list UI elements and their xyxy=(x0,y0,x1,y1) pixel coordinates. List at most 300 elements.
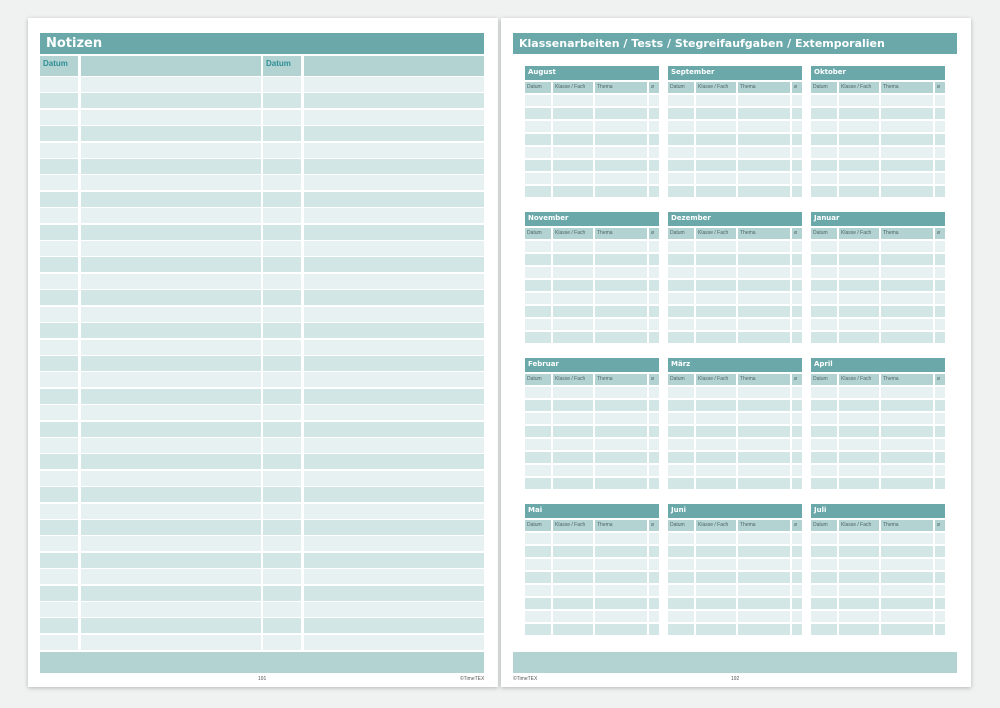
entry-cell[interactable] xyxy=(553,147,593,158)
entry-cell[interactable] xyxy=(738,319,790,330)
entry-cell[interactable] xyxy=(881,426,933,437)
entry-cell[interactable] xyxy=(839,400,879,411)
entry-cell[interactable] xyxy=(738,598,790,609)
note-row[interactable] xyxy=(40,504,261,519)
entry-cell[interactable] xyxy=(649,186,659,197)
note-cell[interactable] xyxy=(304,618,484,633)
entry-cell[interactable] xyxy=(595,611,647,622)
entry-row[interactable] xyxy=(525,332,659,343)
entry-cell[interactable] xyxy=(696,546,736,557)
entry-row[interactable] xyxy=(811,280,945,291)
entry-cell[interactable] xyxy=(525,95,551,106)
entry-cell[interactable] xyxy=(792,108,802,119)
note-cell[interactable] xyxy=(304,635,484,650)
note-row[interactable] xyxy=(263,93,484,108)
entry-row[interactable] xyxy=(668,478,802,489)
entry-cell[interactable] xyxy=(668,546,694,557)
entry-cell[interactable] xyxy=(839,160,879,171)
entry-cell[interactable] xyxy=(553,387,593,398)
entry-cell[interactable] xyxy=(553,186,593,197)
date-cell[interactable] xyxy=(40,159,78,174)
entry-row[interactable] xyxy=(811,400,945,411)
note-cell[interactable] xyxy=(81,241,261,256)
entry-cell[interactable] xyxy=(696,306,736,317)
note-cell[interactable] xyxy=(304,471,484,486)
entry-cell[interactable] xyxy=(696,452,736,463)
entry-cell[interactable] xyxy=(668,624,694,635)
entry-row[interactable] xyxy=(811,241,945,252)
note-row[interactable] xyxy=(40,536,261,551)
entry-cell[interactable] xyxy=(935,306,945,317)
entry-cell[interactable] xyxy=(839,319,879,330)
entry-cell[interactable] xyxy=(525,267,551,278)
entry-row[interactable] xyxy=(811,267,945,278)
entry-cell[interactable] xyxy=(839,121,879,132)
entry-row[interactable] xyxy=(668,280,802,291)
entry-cell[interactable] xyxy=(738,559,790,570)
note-row[interactable] xyxy=(263,422,484,437)
entry-cell[interactable] xyxy=(881,319,933,330)
entry-cell[interactable] xyxy=(668,439,694,450)
entry-cell[interactable] xyxy=(738,400,790,411)
entry-cell[interactable] xyxy=(649,572,659,583)
entry-cell[interactable] xyxy=(935,319,945,330)
entry-cell[interactable] xyxy=(595,465,647,476)
entry-row[interactable] xyxy=(668,121,802,132)
date-cell[interactable] xyxy=(263,77,301,92)
entry-cell[interactable] xyxy=(839,611,879,622)
entry-cell[interactable] xyxy=(935,267,945,278)
note-cell[interactable] xyxy=(304,192,484,207)
entry-cell[interactable] xyxy=(649,400,659,411)
note-cell[interactable] xyxy=(81,389,261,404)
entry-row[interactable] xyxy=(668,598,802,609)
entry-cell[interactable] xyxy=(696,533,736,544)
entry-cell[interactable] xyxy=(553,546,593,557)
note-cell[interactable] xyxy=(304,274,484,289)
entry-cell[interactable] xyxy=(696,439,736,450)
entry-row[interactable] xyxy=(525,439,659,450)
note-row[interactable] xyxy=(40,93,261,108)
entry-cell[interactable] xyxy=(935,465,945,476)
entry-cell[interactable] xyxy=(881,439,933,450)
note-row[interactable] xyxy=(263,77,484,92)
entry-cell[interactable] xyxy=(668,400,694,411)
entry-cell[interactable] xyxy=(792,624,802,635)
note-cell[interactable] xyxy=(81,143,261,158)
entry-cell[interactable] xyxy=(839,147,879,158)
entry-cell[interactable] xyxy=(668,134,694,145)
entry-cell[interactable] xyxy=(811,598,837,609)
entry-cell[interactable] xyxy=(668,108,694,119)
entry-cell[interactable] xyxy=(525,478,551,489)
entry-cell[interactable] xyxy=(553,611,593,622)
entry-cell[interactable] xyxy=(811,186,837,197)
date-cell[interactable] xyxy=(40,569,78,584)
date-cell[interactable] xyxy=(263,586,301,601)
entry-cell[interactable] xyxy=(668,186,694,197)
entry-cell[interactable] xyxy=(792,121,802,132)
date-cell[interactable] xyxy=(40,471,78,486)
entry-cell[interactable] xyxy=(738,533,790,544)
entry-row[interactable] xyxy=(668,439,802,450)
entry-cell[interactable] xyxy=(553,108,593,119)
entry-cell[interactable] xyxy=(525,387,551,398)
date-cell[interactable] xyxy=(263,618,301,633)
entry-cell[interactable] xyxy=(935,585,945,596)
entry-cell[interactable] xyxy=(792,241,802,252)
entry-cell[interactable] xyxy=(881,241,933,252)
note-row[interactable] xyxy=(263,274,484,289)
entry-cell[interactable] xyxy=(811,280,837,291)
entry-cell[interactable] xyxy=(935,572,945,583)
entry-row[interactable] xyxy=(668,254,802,265)
entry-cell[interactable] xyxy=(881,611,933,622)
entry-row[interactable] xyxy=(811,439,945,450)
entry-cell[interactable] xyxy=(935,452,945,463)
entry-cell[interactable] xyxy=(839,585,879,596)
entry-cell[interactable] xyxy=(553,426,593,437)
entry-row[interactable] xyxy=(525,241,659,252)
date-cell[interactable] xyxy=(263,635,301,650)
entry-cell[interactable] xyxy=(738,465,790,476)
note-cell[interactable] xyxy=(81,110,261,125)
note-cell[interactable] xyxy=(304,487,484,502)
entry-cell[interactable] xyxy=(525,186,551,197)
entry-row[interactable] xyxy=(811,465,945,476)
entry-cell[interactable] xyxy=(595,254,647,265)
entry-cell[interactable] xyxy=(668,387,694,398)
entry-cell[interactable] xyxy=(935,546,945,557)
entry-cell[interactable] xyxy=(595,624,647,635)
entry-cell[interactable] xyxy=(595,293,647,304)
note-row[interactable] xyxy=(263,438,484,453)
entry-cell[interactable] xyxy=(839,546,879,557)
date-cell[interactable] xyxy=(40,307,78,322)
entry-row[interactable] xyxy=(525,95,659,106)
entry-cell[interactable] xyxy=(595,598,647,609)
entry-cell[interactable] xyxy=(811,439,837,450)
entry-row[interactable] xyxy=(525,108,659,119)
note-row[interactable] xyxy=(263,487,484,502)
date-cell[interactable] xyxy=(40,340,78,355)
note-cell[interactable] xyxy=(81,257,261,272)
entry-row[interactable] xyxy=(525,546,659,557)
date-cell[interactable] xyxy=(40,290,78,305)
entry-cell[interactable] xyxy=(649,559,659,570)
entry-cell[interactable] xyxy=(668,559,694,570)
entry-row[interactable] xyxy=(668,400,802,411)
entry-cell[interactable] xyxy=(696,585,736,596)
entry-cell[interactable] xyxy=(881,293,933,304)
entry-cell[interactable] xyxy=(935,108,945,119)
entry-cell[interactable] xyxy=(595,332,647,343)
entry-cell[interactable] xyxy=(649,134,659,145)
date-cell[interactable] xyxy=(263,241,301,256)
entry-cell[interactable] xyxy=(525,306,551,317)
date-cell[interactable] xyxy=(40,389,78,404)
entry-cell[interactable] xyxy=(881,572,933,583)
note-row[interactable] xyxy=(263,454,484,469)
note-row[interactable] xyxy=(263,208,484,223)
entry-cell[interactable] xyxy=(649,598,659,609)
entry-cell[interactable] xyxy=(696,95,736,106)
entry-cell[interactable] xyxy=(935,147,945,158)
note-cell[interactable] xyxy=(304,143,484,158)
entry-cell[interactable] xyxy=(811,319,837,330)
entry-row[interactable] xyxy=(525,254,659,265)
entry-cell[interactable] xyxy=(839,241,879,252)
entry-cell[interactable] xyxy=(839,267,879,278)
entry-cell[interactable] xyxy=(649,332,659,343)
entry-cell[interactable] xyxy=(839,478,879,489)
entry-cell[interactable] xyxy=(668,319,694,330)
entry-cell[interactable] xyxy=(839,254,879,265)
entry-cell[interactable] xyxy=(881,387,933,398)
entry-cell[interactable] xyxy=(525,452,551,463)
entry-cell[interactable] xyxy=(553,413,593,424)
entry-row[interactable] xyxy=(811,624,945,635)
entry-row[interactable] xyxy=(525,186,659,197)
entry-row[interactable] xyxy=(525,478,659,489)
date-cell[interactable] xyxy=(263,257,301,272)
entry-cell[interactable] xyxy=(553,267,593,278)
entry-row[interactable] xyxy=(525,293,659,304)
entry-cell[interactable] xyxy=(525,413,551,424)
entry-cell[interactable] xyxy=(839,572,879,583)
entry-cell[interactable] xyxy=(792,332,802,343)
entry-cell[interactable] xyxy=(811,160,837,171)
entry-cell[interactable] xyxy=(792,186,802,197)
entry-cell[interactable] xyxy=(811,559,837,570)
entry-cell[interactable] xyxy=(553,306,593,317)
entry-cell[interactable] xyxy=(811,108,837,119)
entry-cell[interactable] xyxy=(553,439,593,450)
entry-cell[interactable] xyxy=(839,533,879,544)
entry-cell[interactable] xyxy=(935,413,945,424)
entry-cell[interactable] xyxy=(738,332,790,343)
note-cell[interactable] xyxy=(304,159,484,174)
note-cell[interactable] xyxy=(81,438,261,453)
note-cell[interactable] xyxy=(81,77,261,92)
note-row[interactable] xyxy=(40,471,261,486)
entry-row[interactable] xyxy=(525,400,659,411)
entry-cell[interactable] xyxy=(738,624,790,635)
entry-cell[interactable] xyxy=(595,241,647,252)
entry-cell[interactable] xyxy=(839,293,879,304)
note-cell[interactable] xyxy=(81,192,261,207)
entry-cell[interactable] xyxy=(839,280,879,291)
entry-cell[interactable] xyxy=(738,452,790,463)
entry-cell[interactable] xyxy=(553,121,593,132)
entry-cell[interactable] xyxy=(553,465,593,476)
date-cell[interactable] xyxy=(263,520,301,535)
note-cell[interactable] xyxy=(304,454,484,469)
note-cell[interactable] xyxy=(81,422,261,437)
entry-cell[interactable] xyxy=(792,400,802,411)
entry-cell[interactable] xyxy=(553,332,593,343)
entry-cell[interactable] xyxy=(649,147,659,158)
entry-cell[interactable] xyxy=(792,465,802,476)
entry-cell[interactable] xyxy=(595,426,647,437)
entry-cell[interactable] xyxy=(811,173,837,184)
entry-cell[interactable] xyxy=(649,267,659,278)
entry-cell[interactable] xyxy=(668,478,694,489)
entry-cell[interactable] xyxy=(696,387,736,398)
entry-row[interactable] xyxy=(811,134,945,145)
date-cell[interactable] xyxy=(263,175,301,190)
entry-cell[interactable] xyxy=(792,559,802,570)
entry-cell[interactable] xyxy=(696,186,736,197)
entry-row[interactable] xyxy=(525,267,659,278)
entry-cell[interactable] xyxy=(792,306,802,317)
entry-row[interactable] xyxy=(668,173,802,184)
date-cell[interactable] xyxy=(263,504,301,519)
entry-cell[interactable] xyxy=(595,134,647,145)
date-cell[interactable] xyxy=(40,454,78,469)
entry-cell[interactable] xyxy=(668,173,694,184)
date-cell[interactable] xyxy=(263,422,301,437)
entry-cell[interactable] xyxy=(881,134,933,145)
entry-cell[interactable] xyxy=(696,147,736,158)
entry-cell[interactable] xyxy=(935,121,945,132)
note-row[interactable] xyxy=(263,323,484,338)
entry-row[interactable] xyxy=(525,147,659,158)
entry-cell[interactable] xyxy=(935,611,945,622)
entry-cell[interactable] xyxy=(595,160,647,171)
note-cell[interactable] xyxy=(304,438,484,453)
entry-cell[interactable] xyxy=(792,267,802,278)
note-row[interactable] xyxy=(263,602,484,617)
entry-row[interactable] xyxy=(525,533,659,544)
entry-row[interactable] xyxy=(811,387,945,398)
entry-cell[interactable] xyxy=(525,241,551,252)
note-row[interactable] xyxy=(40,143,261,158)
entry-cell[interactable] xyxy=(935,280,945,291)
entry-cell[interactable] xyxy=(525,572,551,583)
note-cell[interactable] xyxy=(81,602,261,617)
entry-cell[interactable] xyxy=(525,426,551,437)
entry-row[interactable] xyxy=(811,559,945,570)
date-cell[interactable] xyxy=(263,536,301,551)
entry-row[interactable] xyxy=(811,611,945,622)
note-row[interactable] xyxy=(40,175,261,190)
note-row[interactable] xyxy=(263,225,484,240)
date-cell[interactable] xyxy=(40,126,78,141)
entry-cell[interactable] xyxy=(881,559,933,570)
entry-cell[interactable] xyxy=(525,533,551,544)
entry-row[interactable] xyxy=(811,293,945,304)
date-cell[interactable] xyxy=(263,487,301,502)
entry-cell[interactable] xyxy=(649,241,659,252)
entry-cell[interactable] xyxy=(525,160,551,171)
entry-row[interactable] xyxy=(668,452,802,463)
entry-cell[interactable] xyxy=(668,413,694,424)
entry-row[interactable] xyxy=(811,598,945,609)
entry-cell[interactable] xyxy=(525,108,551,119)
note-row[interactable] xyxy=(40,635,261,650)
note-cell[interactable] xyxy=(304,405,484,420)
entry-row[interactable] xyxy=(525,585,659,596)
entry-cell[interactable] xyxy=(595,533,647,544)
entry-cell[interactable] xyxy=(696,598,736,609)
entry-cell[interactable] xyxy=(935,173,945,184)
entry-cell[interactable] xyxy=(696,254,736,265)
entry-cell[interactable] xyxy=(553,533,593,544)
entry-cell[interactable] xyxy=(792,611,802,622)
entry-cell[interactable] xyxy=(553,95,593,106)
entry-cell[interactable] xyxy=(553,293,593,304)
entry-cell[interactable] xyxy=(595,478,647,489)
entry-cell[interactable] xyxy=(696,121,736,132)
date-cell[interactable] xyxy=(40,602,78,617)
entry-cell[interactable] xyxy=(792,160,802,171)
entry-cell[interactable] xyxy=(839,108,879,119)
entry-cell[interactable] xyxy=(935,439,945,450)
entry-cell[interactable] xyxy=(792,134,802,145)
date-cell[interactable] xyxy=(40,586,78,601)
entry-cell[interactable] xyxy=(792,173,802,184)
entry-cell[interactable] xyxy=(649,546,659,557)
entry-row[interactable] xyxy=(525,280,659,291)
entry-row[interactable] xyxy=(668,241,802,252)
entry-row[interactable] xyxy=(525,173,659,184)
entry-row[interactable] xyxy=(668,306,802,317)
entry-cell[interactable] xyxy=(881,465,933,476)
entry-cell[interactable] xyxy=(595,147,647,158)
date-cell[interactable] xyxy=(263,93,301,108)
entry-cell[interactable] xyxy=(668,147,694,158)
date-cell[interactable] xyxy=(40,635,78,650)
entry-cell[interactable] xyxy=(668,426,694,437)
note-cell[interactable] xyxy=(304,126,484,141)
entry-cell[interactable] xyxy=(935,134,945,145)
entry-row[interactable] xyxy=(811,121,945,132)
date-cell[interactable] xyxy=(40,520,78,535)
note-cell[interactable] xyxy=(304,553,484,568)
note-row[interactable] xyxy=(40,520,261,535)
entry-cell[interactable] xyxy=(738,306,790,317)
entry-row[interactable] xyxy=(668,624,802,635)
entry-cell[interactable] xyxy=(811,241,837,252)
entry-row[interactable] xyxy=(668,572,802,583)
entry-cell[interactable] xyxy=(839,186,879,197)
entry-cell[interactable] xyxy=(649,387,659,398)
note-cell[interactable] xyxy=(304,586,484,601)
entry-cell[interactable] xyxy=(525,332,551,343)
note-cell[interactable] xyxy=(81,471,261,486)
note-cell[interactable] xyxy=(81,586,261,601)
note-row[interactable] xyxy=(40,274,261,289)
entry-row[interactable] xyxy=(811,332,945,343)
entry-cell[interactable] xyxy=(696,108,736,119)
note-cell[interactable] xyxy=(81,454,261,469)
entry-cell[interactable] xyxy=(525,611,551,622)
date-cell[interactable] xyxy=(263,208,301,223)
date-cell[interactable] xyxy=(263,471,301,486)
entry-row[interactable] xyxy=(668,332,802,343)
entry-cell[interactable] xyxy=(811,465,837,476)
entry-row[interactable] xyxy=(668,387,802,398)
entry-cell[interactable] xyxy=(738,478,790,489)
entry-row[interactable] xyxy=(668,134,802,145)
entry-cell[interactable] xyxy=(811,254,837,265)
entry-cell[interactable] xyxy=(649,319,659,330)
entry-row[interactable] xyxy=(811,426,945,437)
entry-cell[interactable] xyxy=(553,173,593,184)
entry-cell[interactable] xyxy=(696,400,736,411)
entry-cell[interactable] xyxy=(553,559,593,570)
